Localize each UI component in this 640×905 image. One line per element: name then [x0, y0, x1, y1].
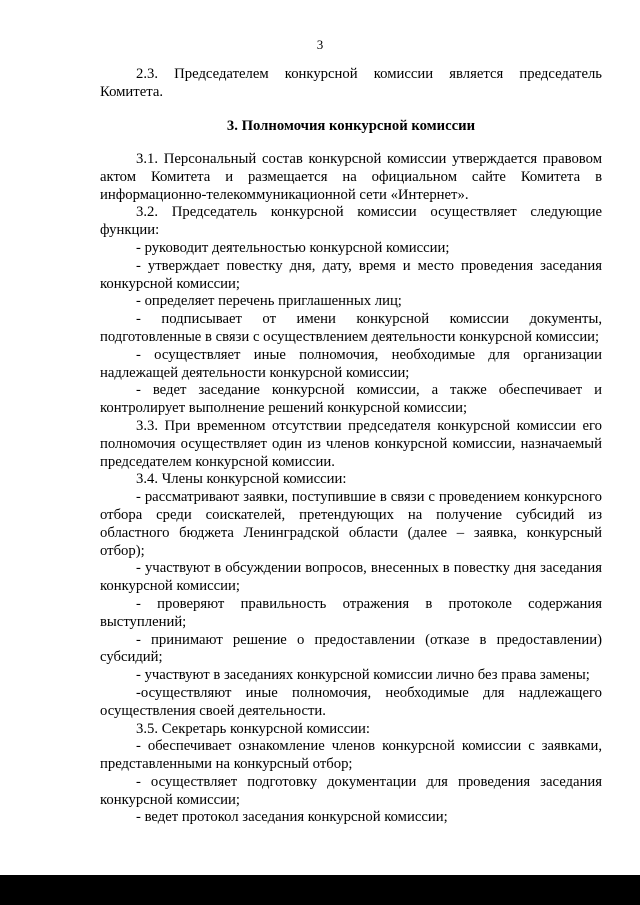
list-item-3-2: - ведет заседание конкурсной комиссии, а также обеспечивает и контролирует выполнение решений конкурсной комиссии;	[100, 382, 602, 417]
list-item-3-5: - ведет протокол заседания конкурсной комиссии;	[136, 809, 448, 826]
section-2-3-paragraph: 2.3. Председателем конкурсной комиссии является председатель Комитета.	[100, 66, 602, 100]
list-item-3-4: -осуществляют иные полномочия, необходимые для надлежащего осуществления своей деятельности.	[100, 684, 602, 719]
section-title: 3. Полномочия конкурсной комиссии	[226, 118, 476, 134]
list-item-3-2: - подписывает от имени конкурсной комиссии документы, подготовленные в связи с осуществлением деятельности конкурсной комиссии;	[100, 311, 602, 345]
list-item-3-2: - осуществляет иные полномочия, необходимые для организации надлежащей деятельности конкурсной комиссии;	[100, 346, 602, 381]
section-2-3-block	[100, 66, 602, 102]
list-item-3-2: - утверждает повестку дня, дату, время и место проведения заседания конкурсной комиссии;	[100, 257, 602, 292]
paragraph-3-1: 3.1. Персональный состав конкурсной комиссии утверждается правовом актом Комитета и размещается на официальном сайте Комитета в информационно-телекоммуникационной сети «Интернет».	[100, 151, 602, 203]
paragraph-3-5: 3.5. Секретарь конкурсной комиссии:	[136, 720, 370, 737]
list-item-3-4: - рассматривают заявки, поступившие в связи с проведением конкурсного отбора среди соискателей, претендующих на получение субсидий из областного бюджета Ленинградской области (далее – заявка, конкурсный отбор);	[100, 489, 602, 559]
paragraph-3-3: 3.3. При временном отсутствии председателя конкурсной комиссии его полномочия осуществляет один из членов конкурсной комиссии, назначаемый председателем конкурсной комиссии.	[100, 417, 602, 470]
section-3-content	[100, 151, 602, 827]
list-item-3-5: - осуществляет подготовку документации для проведения заседания конкурсной комиссии;	[100, 773, 602, 808]
list-item-3-4: - проверяют правильность отражения в протоколе содержания выступлений;	[100, 595, 602, 630]
list-item-3-2: - определяет перечень приглашенных лиц;	[136, 293, 402, 310]
scan-bottom-border	[0, 875, 640, 905]
paragraph-3-4: 3.4. Члены конкурсной комиссии:	[136, 471, 347, 488]
page-number: 3	[316, 37, 324, 52]
list-item-3-5: - обеспечивает ознакомление членов конкурсной комиссии с заявками, представленными на конкурсный отбор;	[100, 738, 602, 773]
paragraph-3-2: 3.2. Председатель конкурсной комиссии осуществляет следующие функции:	[100, 204, 602, 239]
list-item-3-4: - участвуют в заседаниях конкурсной комиссии лично без права замены;	[136, 667, 590, 684]
list-item-3-2: - руководит деятельностью конкурсной комиссии;	[136, 239, 450, 256]
list-item-3-4: - принимают решение о предоставлении (отказе в предоставлении) субсидий;	[100, 631, 602, 666]
section-title-block	[100, 118, 602, 136]
list-item-3-4: - участвуют в обсуждении вопросов, внесенных в повестку дня заседания конкурсной комиссии;	[100, 560, 602, 595]
